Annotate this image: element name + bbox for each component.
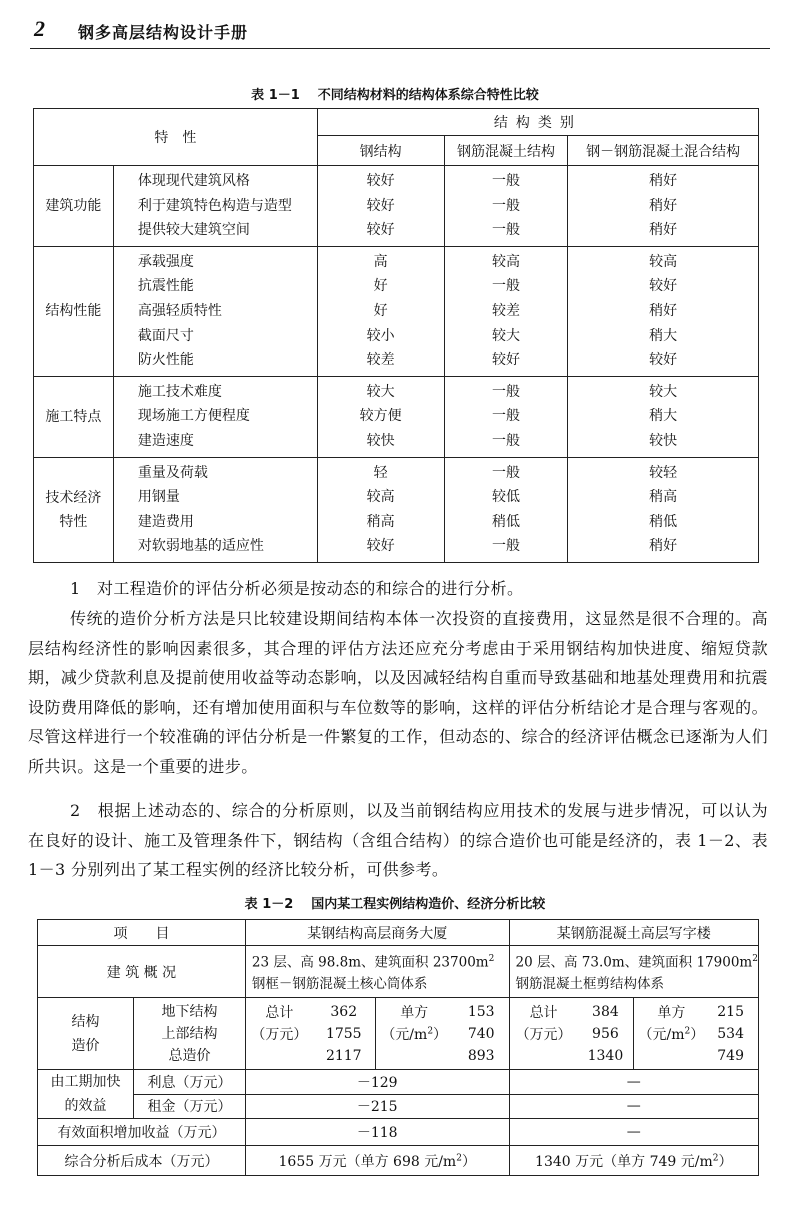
table2-steel-final-cost: 1655 万元（单方 698 元$/m^2$）: [245, 1146, 509, 1176]
table1-rc-value: 较低: [491, 489, 520, 506]
table2-rc-interest: —: [509, 1070, 758, 1095]
table1-steel-value: 较好: [366, 222, 395, 239]
table1-mixed-value: 较快: [649, 432, 678, 449]
table1-mixed-value: 稍好: [649, 173, 678, 189]
table1-feature-value: 建造速度: [137, 432, 194, 449]
table2-area-gain-label: 有效面积增加收益（万元）: [38, 1119, 246, 1146]
header-rule: [30, 48, 770, 49]
table1-mixed-value: 稍高: [649, 489, 678, 506]
table2-steel-rent: －215: [245, 1094, 509, 1119]
table1-steel-value: 好: [373, 278, 388, 295]
table1-feature-value: 利于建筑特色构造与造型: [137, 197, 292, 214]
rc-overview-line1: 20 层、高 73.0m、建筑面积 17900m: [515, 954, 753, 971]
table1-rc-value: 一般: [491, 222, 520, 239]
table1-feature-value: 抗震性能: [137, 278, 194, 295]
table1-group-row: [34, 246, 759, 376]
table2-final-cost-label: 综合分析后成本（万元）: [38, 1146, 246, 1176]
table2-caption-number: 表 1－2: [244, 897, 294, 912]
table1-rc-value: 一般: [491, 197, 520, 214]
table1-rc-cell: [444, 457, 568, 562]
table2-steel-total-cost: 总计 362 （万元） 1755 2117: [245, 998, 375, 1070]
table2-header-steel-building: 某钢结构高层商务大厦: [245, 920, 509, 946]
table1-mixed-value: 稍好: [649, 197, 678, 214]
table1-mixed-cell: [568, 457, 759, 562]
table1-rc-value: 较高: [491, 253, 520, 270]
page-number: 2: [34, 16, 45, 41]
table1-steel-value: 较差: [366, 352, 395, 369]
rc-overview-line2: 钢筋混凝土框剪结构体系: [515, 976, 665, 993]
table1: [33, 108, 759, 563]
table1-steel-value: 高: [373, 253, 388, 270]
steel-overview-line2: 钢框－钢筋混凝土核心筒体系: [251, 976, 428, 993]
table2-rc-overview: 20 层、高 73.0m、建筑面积 $17900m^2$ 钢筋混凝土框剪结构体系: [509, 946, 758, 998]
table1-rc-value: 较大: [491, 327, 520, 344]
table2-interest-label: 利息（万元）: [133, 1070, 245, 1095]
table1-mixed-value: 稍大: [649, 327, 678, 344]
table1-col-steel: 钢结构: [317, 136, 444, 166]
sub-total: 总造价: [168, 1047, 211, 1064]
table2-steel-interest: －129: [245, 1070, 509, 1095]
table1-feature-value: 体现现代建筑风格: [137, 173, 250, 189]
table1-rc-value: 一般: [491, 408, 520, 425]
table1-header-category: 结构类别: [317, 109, 758, 136]
table1-col-mixed: 钢－钢筋混凝土混合结构: [568, 136, 759, 166]
table2-rc-unit-cost: 单方 215 （元$/m^2$） 534 749: [634, 998, 759, 1070]
table1-body: [34, 166, 759, 563]
table1-caption-number: 表 1－1: [251, 88, 300, 103]
table2-caption-title: 国内某工程实例结构造价、经济分析比较: [311, 897, 546, 912]
table1-col-rc: 钢筋混凝土结构: [444, 136, 568, 166]
table1-mixed-value: 稍低: [649, 513, 678, 530]
table1-steel-value: 较高: [366, 489, 395, 506]
page-header: [30, 14, 770, 46]
table1-feature-value: 提供较大建筑空间: [137, 222, 250, 239]
table1-feature-value: 防火性能: [137, 352, 194, 369]
steel-overview-line1: 23 层、高 98.8m、建筑面积 23700m: [251, 954, 489, 971]
paragraph-2: 传统的造价分析方法是只比较建设期间结构本体一次投资的直接费用，这显然是很不合理的。高层结构经济性的影响因素很多，其合理的评估方法还应充分考虑由于采用钢结构加快进度、缩短贷款期，减少贷款利息及提前使用收益等动态影响，以及因减轻结构自重而导致基础和地基处理费用和抗震设防费用降低的影响，还有增加使用面积与车位数等的影响，这样的评估分析结论才是合理与客观的。尽管这样进行一个较准确的评估分析是一件繁复的工作，但动态的、综合的经济评估概念已逐渐为人们所共识。这是一个重要的进步。: [28, 609, 768, 776]
table1-group-name: 技术经济 特性: [34, 457, 114, 562]
sub-underground: 地下结构: [161, 1003, 218, 1020]
table2-rc-total-cost: 总计 384 （万元） 956 1340: [509, 998, 634, 1070]
table1-steel-value: 较小: [366, 327, 395, 344]
table1-caption: [0, 84, 790, 103]
table1-mixed-cell: [568, 166, 759, 247]
table1-rc-cell: [444, 246, 568, 376]
table1-rc-value: 一般: [491, 432, 520, 449]
table1-mixed-value: 稍好: [649, 302, 678, 319]
table1-feature-value: 施工技术难度: [137, 383, 222, 400]
sub-above: 上部结构: [161, 1025, 218, 1042]
table1-group-row: [34, 457, 759, 562]
table1-rc-value: 较差: [491, 302, 520, 319]
table1-feature-value: 截面尺寸: [137, 327, 194, 344]
table2: [37, 919, 759, 1176]
table1-steel-cell: [317, 457, 444, 562]
table1-feature-cell: [113, 457, 317, 562]
table2-cost-label: 结构 造价: [38, 998, 134, 1070]
table1-mixed-value: 较轻: [649, 464, 678, 481]
table1-caption-title: 不同结构材料的结构体系综合特性比较: [317, 88, 539, 103]
table2-schedule-label: 由工期加快 的效益: [38, 1070, 134, 1119]
book-title: 钢多高层结构设计手册: [78, 23, 249, 42]
table1-rc-value: 一般: [491, 173, 520, 189]
table2-rc-rent: —: [509, 1094, 758, 1119]
table1-feature-value: 现场施工方便程度: [137, 408, 250, 425]
table1-feature-value: 建造费用: [137, 513, 194, 530]
table1-feature-cell: [113, 376, 317, 457]
table1-feature-value: 高强轻质特性: [137, 302, 222, 319]
table1-steel-cell: [317, 246, 444, 376]
table1-group-name: 建筑功能: [34, 166, 114, 247]
table1-mixed-value: 较高: [649, 253, 678, 270]
table1-steel-value: 较大: [366, 383, 395, 400]
table1-feature-value: 承载强度: [137, 253, 194, 270]
table1-group-name: 施工特点: [34, 376, 114, 457]
table2-header-item: 项 目: [38, 920, 246, 946]
table1-group-name: 结构性能: [34, 246, 114, 376]
table1-mixed-value: 稍好: [649, 222, 678, 239]
table2-steel-area-gain: －118: [245, 1119, 509, 1146]
table1-rc-cell: [444, 376, 568, 457]
table1-steel-cell: [317, 376, 444, 457]
table1-feature-cell: [113, 246, 317, 376]
table1-feature-value: 重量及荷载: [137, 464, 208, 481]
table1-rc-value: 稍低: [491, 513, 520, 530]
table2-rc-final-cost: 1340 万元（单方 749 元$/m^2$）: [509, 1146, 758, 1176]
table1-mixed-value: 较好: [649, 278, 678, 295]
table2-cost-subitems: [133, 998, 245, 1070]
table1-header-feature: 特 性: [34, 109, 318, 166]
table1-mixed-value: 稍大: [649, 408, 678, 425]
table1-rc-value: 一般: [491, 464, 520, 481]
paragraph-1: 1 对工程造价的评估分析必须是按动态的和综合的进行分析。: [70, 579, 524, 598]
table1-rc-cell: [444, 166, 568, 247]
table2-rent-label: 租金（万元）: [133, 1094, 245, 1119]
table1-steel-value: 较好: [366, 173, 395, 189]
table1-feature-value: 用钢量: [137, 489, 180, 506]
table2-rc-area-gain: —: [509, 1119, 758, 1146]
table2-steel-overview: 23 层、高 98.8m、建筑面积 $23700m^2$ 钢框－钢筋混凝土核心筒体系: [245, 946, 509, 998]
table1-mixed-value: 较好: [649, 352, 678, 369]
table1-steel-value: 轻: [373, 464, 388, 481]
table1-mixed-value: 较大: [649, 383, 678, 400]
table1-feature-cell: [113, 166, 317, 247]
table2-caption: [0, 893, 790, 912]
table1-steel-value: 较好: [366, 197, 395, 214]
table1-rc-value: 一般: [491, 383, 520, 400]
table1-rc-value: 一般: [491, 278, 520, 295]
table1-feature-value: 对软弱地基的适应性: [137, 538, 264, 555]
table2-steel-unit-cost: 单方 153 （元$/m^2$） 740 893: [375, 998, 509, 1070]
table2-overview-label: 建 筑 概 况: [38, 946, 246, 998]
table1-steel-value: 稍高: [366, 513, 395, 530]
table1-group-row: [34, 166, 759, 247]
table1-mixed-value: 稍好: [649, 538, 678, 555]
table1-group-row: [34, 376, 759, 457]
table1-steel-value: 较快: [366, 432, 395, 449]
table1-steel-value: 较方便: [359, 408, 402, 425]
table1-rc-value: 一般: [491, 538, 520, 555]
table1-steel-value: 较好: [366, 538, 395, 555]
table1-rc-value: 较好: [491, 352, 520, 369]
table1-steel-cell: [317, 166, 444, 247]
table1-steel-value: 好: [373, 302, 388, 319]
table2-header-rc-building: 某钢筋混凝土高层写字楼: [509, 920, 758, 946]
paragraph-3: 2 根据上述动态的、综合的分析原则，以及当前钢结构应用技术的发展与进步情况，可以认为在良好的设计、施工及管理条件下，钢结构（含组合结构）的综合造价也可能是经济的，表 1－2、表 1－3 分别列出了某工程实例的经济比较分析，可供参考。: [28, 801, 768, 880]
table1-mixed-cell: [568, 246, 759, 376]
table1-mixed-cell: [568, 376, 759, 457]
